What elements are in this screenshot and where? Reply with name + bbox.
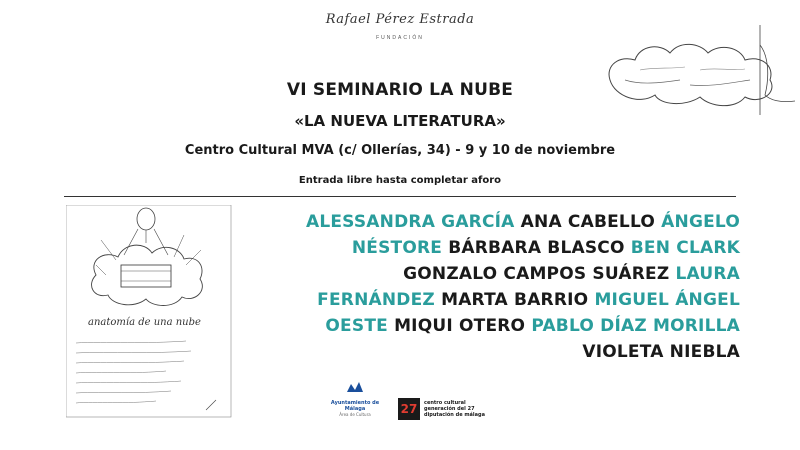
event-title: VI SEMINARIO LA NUBE	[286, 80, 514, 100]
speaker-name: PABLO DÍAZ MORILLA	[531, 316, 740, 336]
speaker-name: ÁNGELO NÉSTORE	[351, 212, 740, 258]
speaker-name: VIOLETA NIEBLA	[582, 342, 740, 362]
event-subtitle: «LA NUEVA LITERATURA»	[294, 112, 506, 130]
generacion-27-logo	[398, 398, 485, 420]
speaker-name: MARTA BARRIO	[441, 290, 589, 310]
speaker-name: BÁRBARA BLASCO	[448, 238, 625, 258]
logo-subtitle: FUNDACIÓN	[376, 35, 424, 41]
speaker-name: BEN CLARK	[630, 238, 740, 258]
gen27-line3: diputación de málaga	[424, 412, 485, 418]
speaker-name: LAURA FERNÁNDEZ	[317, 264, 740, 310]
malaga-crest-icon	[345, 380, 365, 396]
drawing-caption: anatomía de una nube	[88, 317, 201, 328]
speaker-name: MIQUI OTERO	[394, 316, 526, 336]
logo-signature: Rafael Pérez Estrada	[325, 12, 475, 27]
cloud-sketch-top-icon	[600, 25, 800, 115]
gen27-line1: centro cultural	[424, 400, 466, 406]
gen27-number: 27	[398, 398, 420, 420]
speakers-list	[300, 209, 740, 365]
malaga-sub: Área de Cultura	[339, 412, 371, 417]
ayuntamiento-malaga-logo	[330, 380, 380, 417]
speaker-name: ALESSANDRA GARCÍA	[305, 212, 515, 232]
cloud-anatomy-drawing-icon	[66, 205, 236, 420]
malaga-name: Ayuntamiento de Málaga	[330, 400, 380, 412]
speaker-name: GONZALO CAMPOS SUÁREZ	[403, 264, 670, 284]
divider-line	[64, 196, 736, 197]
speaker-name: MIGUEL ÁNGEL OESTE	[325, 290, 740, 336]
event-venue: Centro Cultural MVA (c/ Ollerías, 34) - 9 y 10 de noviembre	[184, 143, 616, 158]
speaker-name: ANA CABELLO	[520, 212, 656, 232]
entry-note: Entrada libre hasta completar aforo	[298, 175, 502, 186]
gen27-line2: generación del 27	[424, 406, 475, 412]
